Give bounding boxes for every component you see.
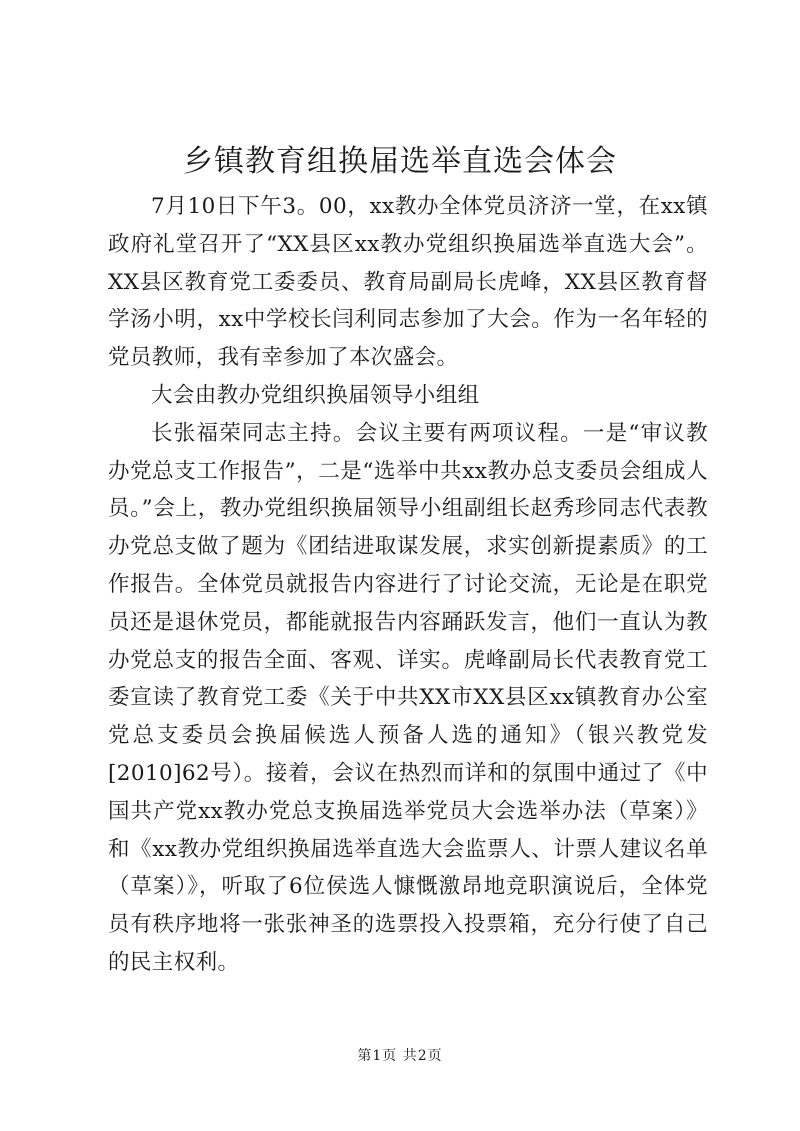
- document-body: [108, 188, 708, 982]
- document-title: 乡镇教育组换届选举直选会体会: [183, 144, 617, 179]
- page-footer: 第1页 共2页: [357, 1048, 443, 1064]
- paragraph-2: 大会由教办党组织换届领导小组组: [151, 382, 480, 408]
- paragraph-1: 7月10日下午3。00，xx教办全体党员济济一堂，在xx镇政府礼堂召开了“XX县区xx教办党组织换届选举直选大会”。XX县区教育党工委委员、教育局副局长虎峰，XX县区教育督学汤小明，xx中学校长闫利同志参加了大会。作为一名年轻的党员教师，我有幸参加了本次盛会。: [108, 194, 708, 371]
- paragraph-3: 长张福荣同志主持。会议主要有两项议程。一是“审议教办党总支工作报告”，二是“选举中共xx教办总支委员会组成人员。”会上，教办党组织换届领导小组副组长赵秀珍同志代表教办党总支做了题为《团结进取谋发展，求实创新提素质》的工作报告。全体党员就报告内容进行了讨论交流，无论是在职党员还是退休党员，都能就报告内容踊跃发言，他们一直认为教办党总支的报告全面、客观、详实。虎峰副局长代表教育党工委宣读了教育党工委《关于中共XX市XX县区xx镇教育办公室党总支委员会换届候选人预备人选的通知》（银兴教党发[2010]62号）。接着，会议在热烈而详和的氛围中通过了《中国共产党xx教办党总支换届选举党员大会选举办法（草案）》和《xx教办党组织换届选举直选大会监票人、计票人建议名单（草案）》，听取了6位侯选人慷慨激昂地竞职演说后，全体党员有秩序地将一张张神圣的选票投入投票箱，充分行使了自己的民主权利。: [108, 420, 708, 975]
